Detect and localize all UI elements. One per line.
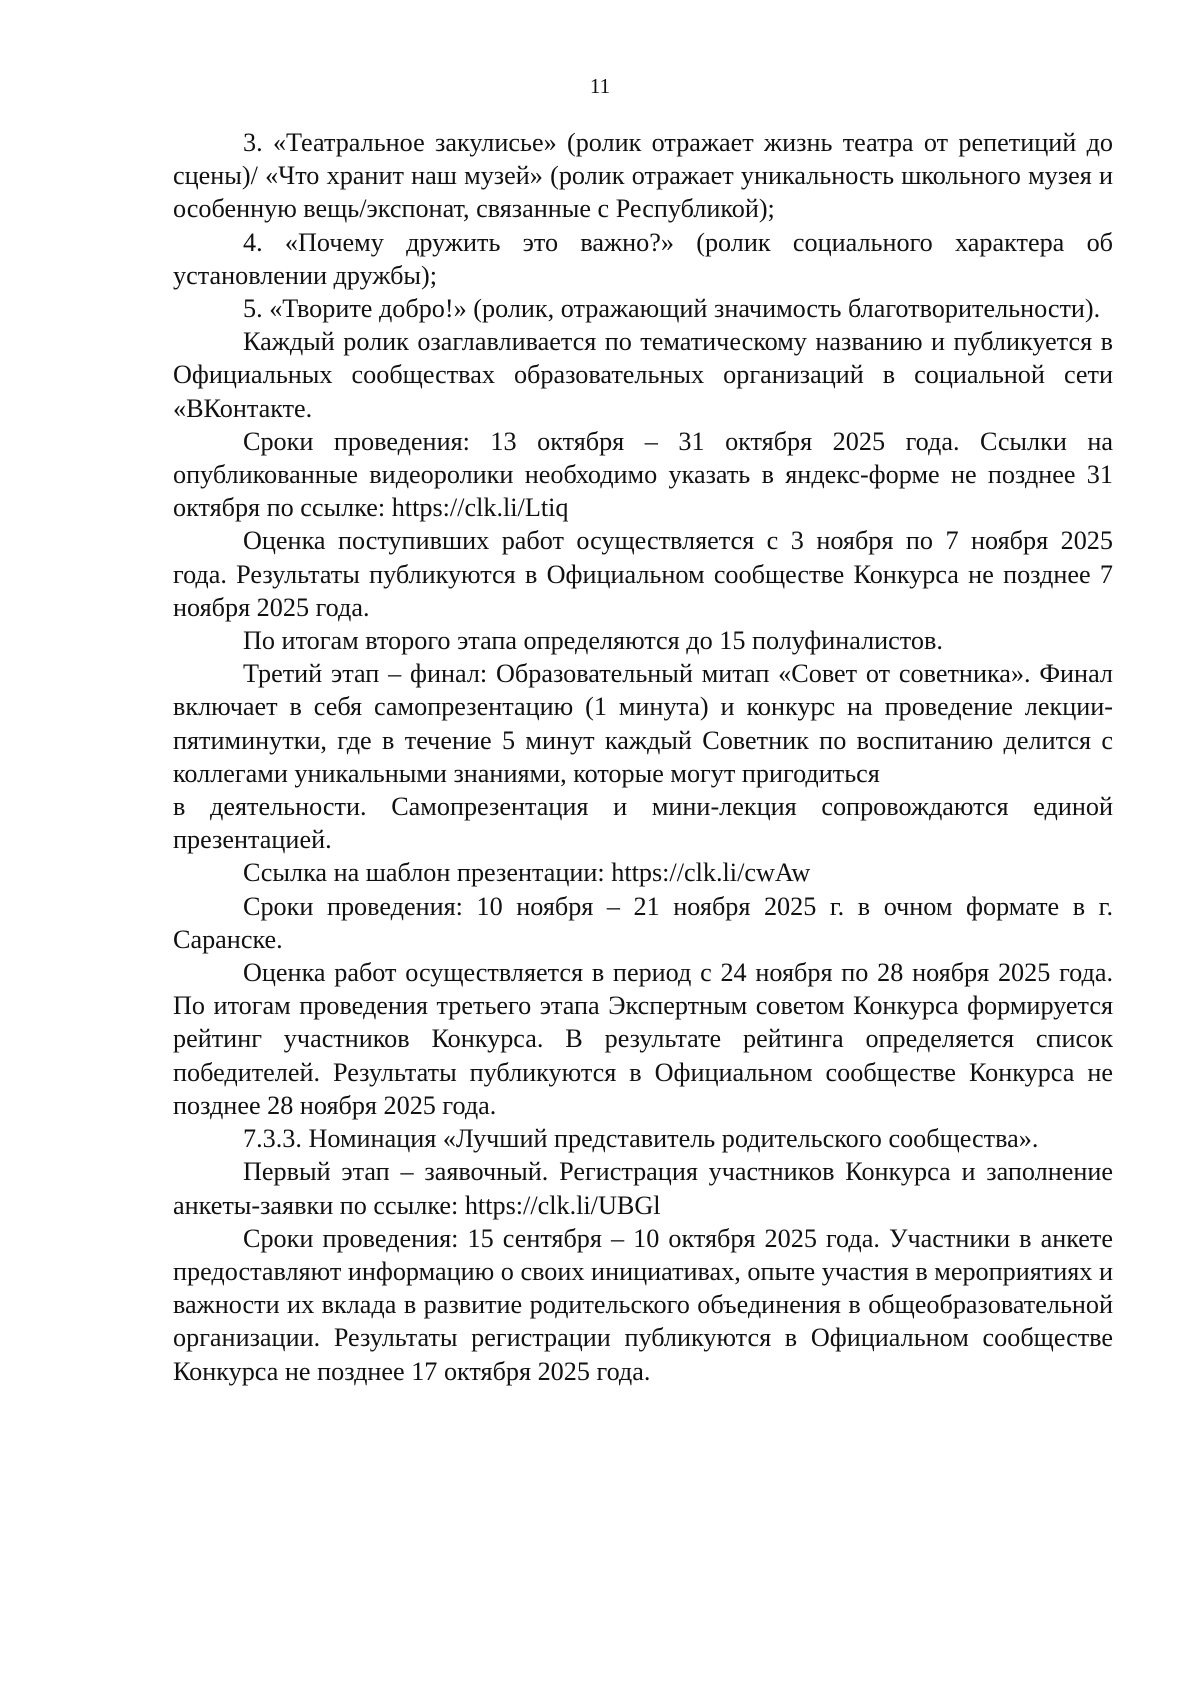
paragraph-nomination-heading: 7.3.3. Номинация «Лучший представитель родительского сообщества». bbox=[243, 1124, 1039, 1154]
paragraph-presentation-template-link: Ссылка на шаблон презентации: https://clk.li/cwAw bbox=[243, 858, 811, 888]
paragraph-video-theme-5: 5. «Творите добро!» (ролик, отражающий значимость благотворительности). bbox=[243, 294, 1101, 324]
paragraph-video-theme-3: 3. «Театральное закулисье» (ролик отражает жизнь театра от репетиций до сцены)/ «Что хранит наш музей» (ролик отражает уникальность школьного музея и особенную вещь/экспонат, связанные с Республикой); bbox=[173, 128, 1113, 224]
paragraph-semifinalists: По итогам второго этапа определяются до 15 полуфиналистов. bbox=[243, 626, 943, 656]
paragraph-first-stage-registration: Первый этап – заявочный. Регистрация участников Конкурса и заполнение анкеты-заявки по ссылке: https://clk.li/UBGl bbox=[173, 1157, 1113, 1220]
paragraph-first-stage-dates: Сроки проведения: 15 сентября – 10 октября 2025 года. Участники в анкете предоставляют информацию о своих инициативах, опыте участия в мероприятиях и важности их вклада в развитие родительского объединения в общеобразовательной организации. Результаты регистрации публикуются в Официальном сообществе Конкурса не позднее 17 октября 2025 года. bbox=[173, 1223, 1113, 1386]
document-body bbox=[173, 126, 1113, 1388]
paragraph-second-stage-evaluation: Оценка поступивших работ осуществляется с 3 ноября по 7 ноября 2025 года. Результаты публикуются в Официальном сообществе Конкурса не позднее 7 ноября 2025 года. bbox=[173, 526, 1113, 622]
paragraph-third-stage-dates: Сроки проведения: 10 ноября – 21 ноября 2025 г. в очном формате в г. Саранске. bbox=[173, 891, 1113, 954]
paragraph-third-stage: Третий этап – финал: Образовательный митап «Совет от советника». Финал включает в себя самопрезентацию (1 минута) и конкурс на проведение лекции-пятиминутки, где в течение 5 минут каждый Советник по воспитанию делится с коллегами уникальными знаниями, которые могут пригодиться bbox=[173, 659, 1113, 788]
page-number: 11 bbox=[589, 74, 611, 98]
paragraph-video-publication: Каждый ролик озаглавливается по тематическому названию и публикуется в Официальных сообществах образовательных организаций в социальной сети «ВКонтакте. bbox=[173, 327, 1113, 423]
paragraph-second-stage-dates: Сроки проведения: 13 октября – 31 октября 2025 года. Ссылки на опубликованные видеоролики необходимо указать в яндекс-форме не позднее 31 октября по ссылке: https://clk.li/Ltiq bbox=[173, 426, 1113, 523]
paragraph-third-stage-continuation: в деятельности. Самопрезентация и мини-лекция сопровождаются единой презентацией. bbox=[173, 792, 1113, 855]
paragraph-third-stage-evaluation: Оценка работ осуществляется в период с 24 ноября по 28 ноября 2025 года. По итогам проведения третьего этапа Экспертным советом Конкурса формируется рейтинг участников Конкурса. В результате рейтинга определяется список победителей. Результаты публикуются в Официальном сообществе Конкурса не позднее 28 ноября 2025 года. bbox=[173, 958, 1113, 1120]
paragraph-video-theme-4: 4. «Почему дружить это важно?» (ролик социального характера об установлении дружбы); bbox=[173, 227, 1113, 290]
